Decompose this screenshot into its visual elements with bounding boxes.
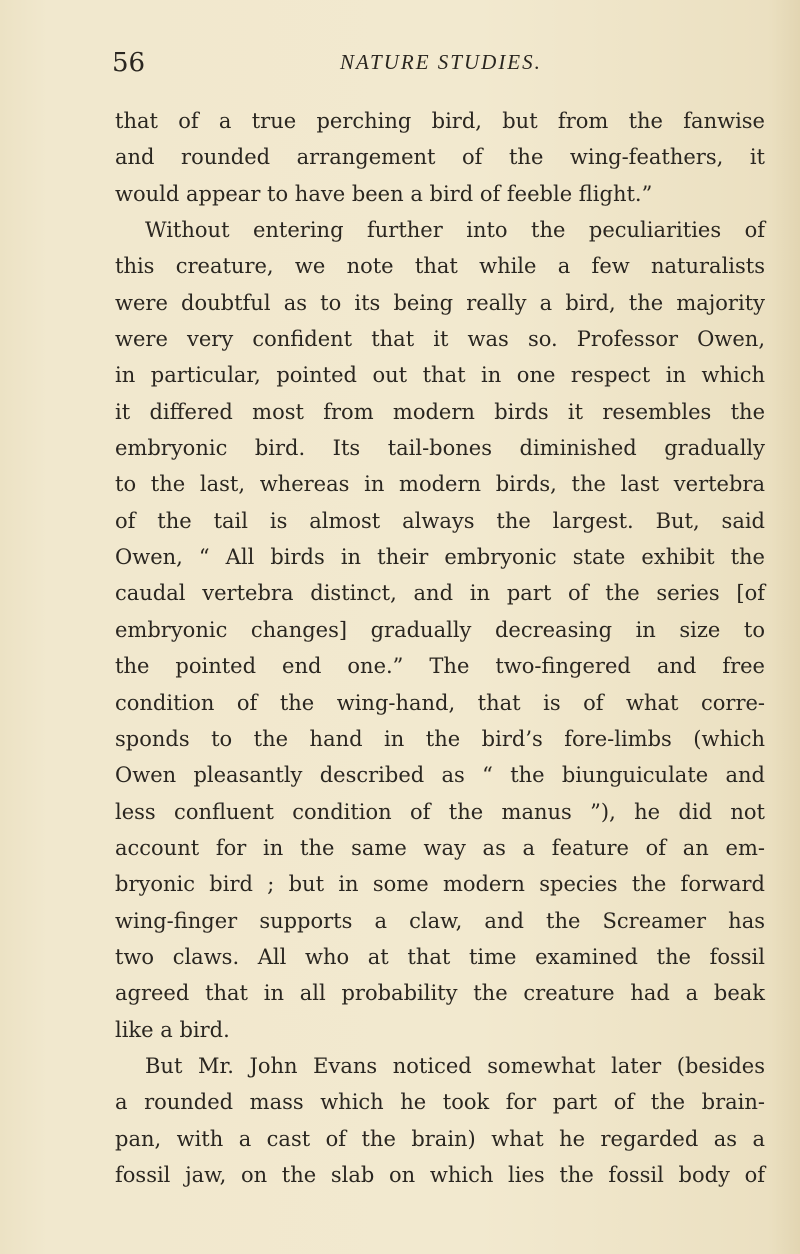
text-line: this creature, we note that while a few naturalists xyxy=(115,254,765,279)
text-line: But Mr. John Evans noticed somewhat later (besides xyxy=(145,1053,765,1078)
text-line: like a bird. xyxy=(115,1017,230,1042)
text-line: sponds to the hand in the bird’s fore-limbs (which xyxy=(115,726,765,751)
text-line: the pointed end one.” The two-fingered and free xyxy=(115,654,765,679)
text-line: Without entering further into the peculiarities of xyxy=(145,218,765,243)
text-line: Owen, “ All birds in their embryonic state exhibit the xyxy=(115,545,765,570)
running-title: NATURE STUDIES. xyxy=(340,50,542,74)
text-line: it differed most from modern birds it resembles the xyxy=(115,399,765,424)
text-line: pan, with a cast of the brain) what he regarded as a xyxy=(115,1126,765,1151)
text-line: that of a true perching bird, but from the fanwise xyxy=(115,109,765,133)
text-line: were very confident that it was so. Professor Owen, xyxy=(115,327,765,352)
page-header xyxy=(112,48,752,88)
text-line: wing-finger supports a claw, and the Screamer has xyxy=(115,908,765,933)
text-line: to the last, whereas in modern birds, the last vertebra xyxy=(115,472,765,497)
text-line: were doubtful as to its being really a bird, the majority xyxy=(115,290,765,315)
text-line: caudal vertebra distinct, and in part of the series [of xyxy=(115,581,765,606)
text-line: would appear to have been a bird of feeble flight.” xyxy=(115,181,653,206)
text-line: account for in the same way as a feature of an em- xyxy=(115,835,765,860)
page-number: 56 xyxy=(112,48,146,78)
text-line: in particular, pointed out that in one respect in which xyxy=(115,363,765,388)
text-line: Owen pleasantly described as “ the biunguiculate and xyxy=(115,763,765,788)
text-line: condition of the wing-hand, that is of what corre- xyxy=(115,690,765,715)
text-line: of the tail is almost always the largest. But, said xyxy=(115,508,765,533)
text-line: fossil jaw, on the slab on which lies the fossil body of xyxy=(115,1162,765,1187)
body-text xyxy=(115,103,765,1193)
text-line: two claws. All who at that time examined the fossil xyxy=(115,944,765,969)
text-line: and rounded arrangement of the wing-feathers, it xyxy=(115,145,765,170)
text-line: embryonic changes] gradually decreasing in size to xyxy=(115,617,765,642)
text-line: less confluent condition of the manus ”), he did not xyxy=(115,799,765,824)
text-line: bryonic bird ; but in some modern species the forward xyxy=(115,872,765,897)
text-line: agreed that in all probability the creature had a beak xyxy=(115,981,765,1006)
text-line: embryonic bird. Its tail-bones diminished gradually xyxy=(115,436,765,461)
text-line: a rounded mass which he took for part of the brain- xyxy=(115,1090,765,1115)
